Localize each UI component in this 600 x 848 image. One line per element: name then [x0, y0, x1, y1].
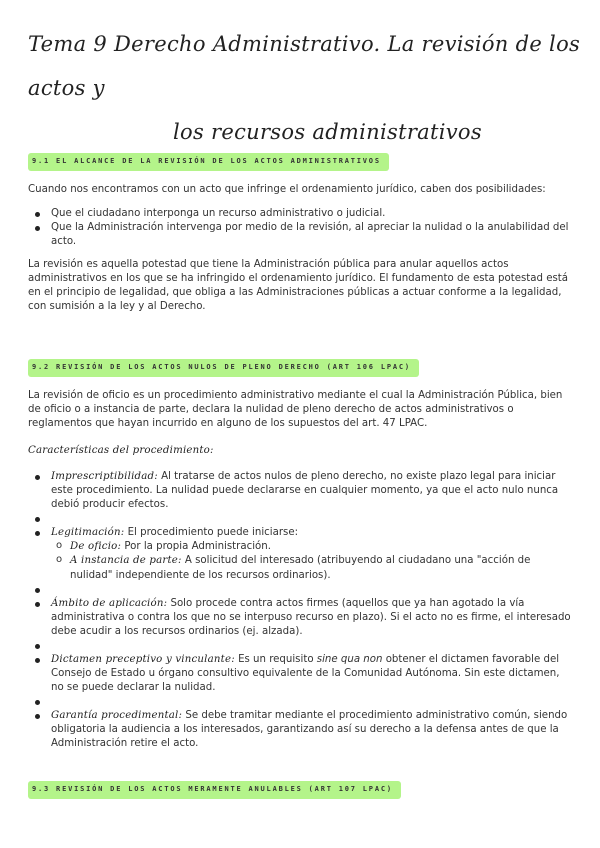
list-item: Que el ciudadano interponga un recurso administrativo o judicial. [28, 207, 574, 221]
list-item: Garantía procedimental: Se debe tramitar mediante el procedimiento administrativo común, siendo obligatoria la audiencia a los interesados, garantizando así su derecho a la defensa antes de que la Administración retire el acto. [28, 709, 574, 751]
section-2-heading: 9.2 REVISIÓN DE LOS ACTOS NULOS DE PLENO DERECHO (ART 106 LPAC) [28, 359, 574, 377]
title-line-1: Tema 9 Derecho Administrativo. La revisión de los actos y [28, 32, 581, 100]
list-item: Que la Administración intervenga por medio de la revisión, al apreciar la nulidad o la anulabilidad del acto. [28, 221, 574, 249]
list-item: Dictamen preceptivo y vinculante: Es un requisito sine qua non obtener el dictamen favorable del Consejo de Estado u órgano consultivo equivalente de la Comunidad Autónoma. Sin este dictamen, no se puede declarar la nulidad. [28, 653, 574, 695]
list-item-empty [28, 512, 574, 526]
characteristics-list [28, 470, 574, 752]
section-3-heading: 9.3 REVISIÓN DE LOS ACTOS MERAMENTE ANULABLES (ART 107 LPAC) [28, 781, 574, 799]
list-item: Ámbito de aplicación: Solo procede contra actos firmes (aquellos que ya han agotado la vía administrativa o contra los que no se interpuso recurso en plazo). Si el acto no es firme, el interesado debe acudir a los recursos ordinarios (ej. alzada). [28, 597, 574, 639]
list-item: Legitimación: El procedimiento puede iniciarse: [28, 526, 574, 540]
section-1-bullet-list [28, 207, 574, 249]
section-1-intro: Cuando nos encontramos con un acto que infringe el ordenamiento jurídico, caben dos posibilidades: [28, 184, 546, 195]
list-item-empty [28, 583, 574, 597]
section-1-heading: 9.1 EL ALCANCE DE LA REVISIÓN DE LOS ACTOS ADMINISTRATIVOS [28, 153, 574, 171]
section-2-subheading: Características del procedimiento: [28, 445, 214, 456]
title-line-2: los recursos administrativos [173, 120, 482, 144]
list-item-empty [28, 639, 574, 653]
section-2-intro: La revisión de oficio es un procedimiento administrativo mediante el cual la Administración Pública, bien de oficio o a instancia de parte, declara la nulidad de pleno derecho de actos administrativos o reglamentos que hayan incurrido en alguno de los supuestos del art. 47 LPAC. [28, 390, 563, 430]
section-1-paragraph: La revisión es aquella potestad que tiene la Administración pública para anular aquellos actos administrativos en los que se ha infringido el ordenamiento jurídico. El fundamento de esta potestad está en el principio de legalidad, que obliga a las Administraciones públicas a actuar conforme a la legalidad, con sumisión a la ley y al Derecho. [28, 259, 569, 313]
list-item: Imprescriptibilidad: Al tratarse de actos nulos de pleno derecho, no existe plazo legal para iniciar este procedimiento. La nulidad puede declararse en cualquier momento, ya que el acto nulo nunca debió producir efectos. [28, 470, 574, 512]
list-item-empty [28, 695, 574, 709]
sub-list-item: o De oficio: Por la propia Administración. [28, 540, 574, 554]
sub-list-item: o A instancia de parte: A solicitud del interesado (atribuyendo al ciudadano una "acción de nulidad" independiente de los recursos ordinarios). [28, 554, 574, 582]
page-title [28, 22, 588, 154]
